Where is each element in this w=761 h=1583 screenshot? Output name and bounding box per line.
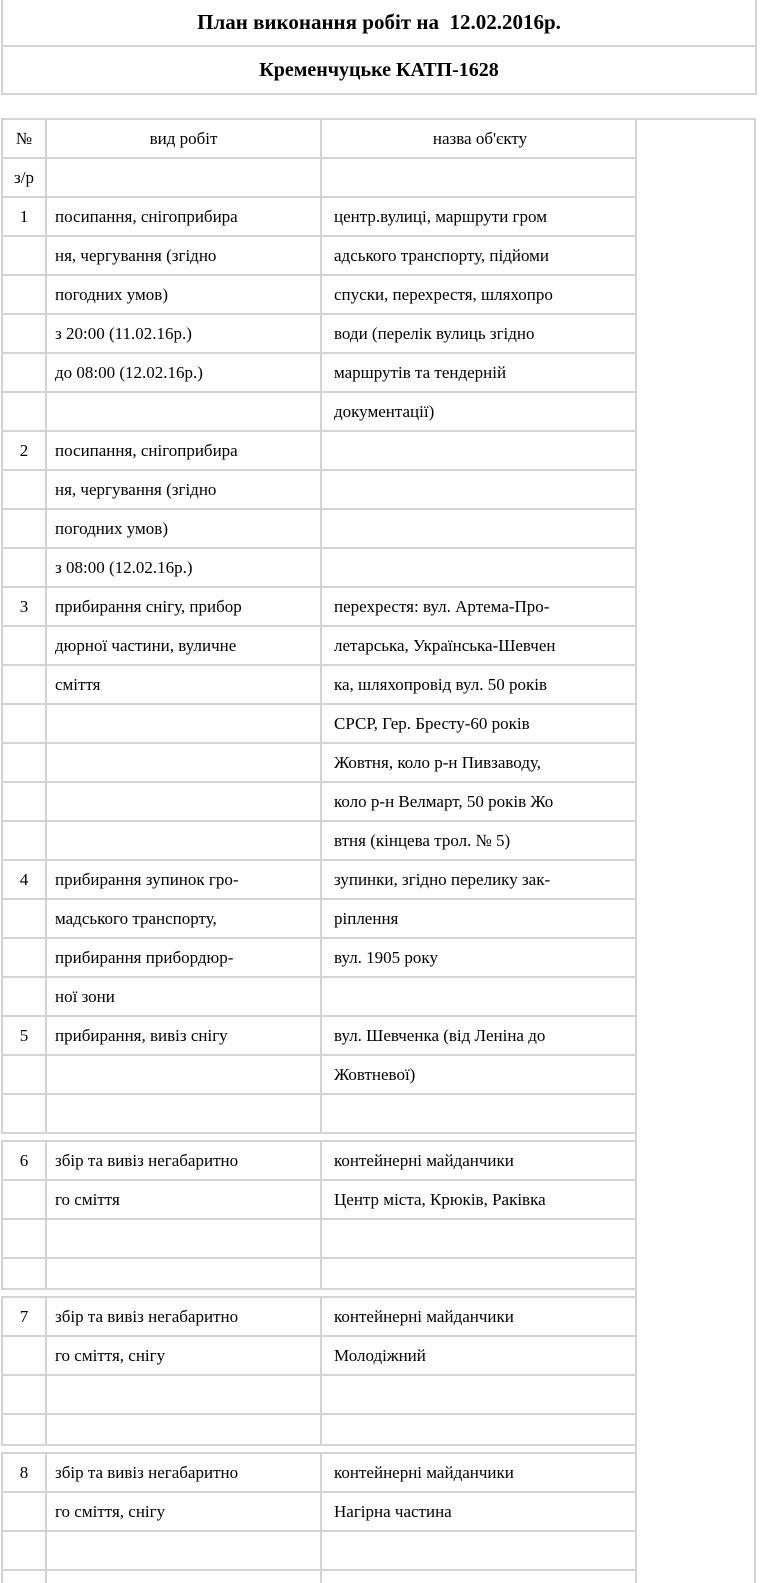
cell-object: Жовтневої) — [321, 1055, 638, 1094]
cell-object — [321, 470, 638, 509]
table-row — [2, 1336, 638, 1375]
cell-num — [2, 1414, 46, 1445]
cell-object: вул. 1905 року — [321, 938, 638, 977]
cell-num — [2, 1219, 46, 1258]
cell-object: Жовтня, коло р-н Пивзаводу, — [321, 743, 638, 782]
cell-num — [2, 704, 46, 743]
cell-work: з 20:00 (11.02.16р.) — [46, 314, 321, 353]
table-row — [2, 938, 638, 977]
cell-object — [321, 1375, 638, 1414]
table-row — [2, 1492, 638, 1531]
cell-object: перехрестя: вул. Артема-Про- — [321, 587, 638, 626]
table-row — [2, 1414, 638, 1445]
cell-work — [46, 1219, 321, 1258]
org-name: Кременчуцьке КАТП-1628 — [3, 47, 755, 95]
cell-work — [46, 1570, 321, 1583]
cell-num: 8 — [2, 1453, 46, 1492]
cell-object — [321, 1531, 638, 1570]
cell-work — [46, 1375, 321, 1414]
table-row — [2, 548, 638, 587]
cell-work — [46, 1055, 321, 1094]
table-row — [2, 782, 638, 821]
table-row — [2, 1297, 638, 1336]
document-title: План виконання робіт на 12.02.2016р. — [3, 0, 755, 47]
cell-num — [2, 275, 46, 314]
cell-num — [2, 509, 46, 548]
table-row — [2, 1453, 638, 1492]
cell-num: 3 — [2, 587, 46, 626]
cell-num — [2, 314, 46, 353]
table-header-row-2 — [2, 158, 638, 197]
table-row — [2, 236, 638, 275]
cell-num — [2, 353, 46, 392]
cell-object: контейнерні майданчики — [321, 1453, 638, 1492]
cell-work: го сміття — [46, 1180, 321, 1219]
cell-object: Молодіжний — [321, 1336, 638, 1375]
table-block-item-6 — [1, 1140, 637, 1290]
cell-num — [2, 1055, 46, 1094]
table-block-grid — [1, 118, 638, 1134]
header-cell-num: № — [2, 119, 46, 158]
cell-work — [46, 821, 321, 860]
table-row — [2, 1055, 638, 1094]
table-row — [2, 743, 638, 782]
table-row — [2, 197, 638, 236]
cell-object: адського транспорту, підйоми — [321, 236, 638, 275]
table-row — [2, 1570, 638, 1583]
cell-work: сміття — [46, 665, 321, 704]
cell-object — [321, 1258, 638, 1289]
cell-object: Центр міста, Крюків, Раківка — [321, 1180, 638, 1219]
table-row — [2, 587, 638, 626]
cell-object: СРСР, Гер. Бресту-60 років — [321, 704, 638, 743]
header-cell-num-2: з/р — [2, 158, 46, 197]
cell-object: контейнерні майданчики — [321, 1297, 638, 1336]
cell-num — [2, 977, 46, 1016]
table-block-item-8 — [1, 1452, 637, 1583]
table-row — [2, 1375, 638, 1414]
right-empty-column — [635, 118, 756, 1583]
table-row — [2, 1094, 638, 1133]
cell-work: ня, чергування (згідно — [46, 236, 321, 275]
cell-work: з 08:00 (12.02.16р.) — [46, 548, 321, 587]
cell-num — [2, 782, 46, 821]
cell-work: прибирання прибордюр- — [46, 938, 321, 977]
cell-object: спуски, перехрестя, шляхопро — [321, 275, 638, 314]
cell-object: контейнерні майданчики — [321, 1141, 638, 1180]
table-header-row — [2, 119, 638, 158]
cell-object: води (перелік вулиць згідно — [321, 314, 638, 353]
table-row — [2, 821, 638, 860]
table-row — [2, 860, 638, 899]
header-cell-empty — [46, 158, 321, 197]
cell-num — [2, 1258, 46, 1289]
cell-object — [321, 1414, 638, 1445]
cell-object: летарська, Українська-Шевчен — [321, 626, 638, 665]
table-row — [2, 1141, 638, 1180]
cell-object: Нагірна частина — [321, 1492, 638, 1531]
cell-num — [2, 665, 46, 704]
cell-num — [2, 1570, 46, 1583]
cell-num — [2, 899, 46, 938]
cell-num — [2, 1531, 46, 1570]
table-row — [2, 704, 638, 743]
cell-object: маршрутів та тендерній — [321, 353, 638, 392]
cell-object: документації) — [321, 392, 638, 431]
table-row — [2, 1258, 638, 1289]
cell-object — [321, 1094, 638, 1133]
table-row — [2, 899, 638, 938]
table-block-grid — [1, 1452, 638, 1583]
cell-work: прибирання зупинок гро- — [46, 860, 321, 899]
cell-num — [2, 236, 46, 275]
table-row — [2, 275, 638, 314]
cell-num — [2, 1094, 46, 1133]
cell-work: збір та вивіз негабаритно — [46, 1297, 321, 1336]
cell-work: го сміття, снігу — [46, 1336, 321, 1375]
cell-object — [321, 1219, 638, 1258]
cell-object: втня (кінцева трол. № 5) — [321, 821, 638, 860]
cell-object — [321, 977, 638, 1016]
cell-work — [46, 1094, 321, 1133]
cell-object: зупинки, згідно перелику зак- — [321, 860, 638, 899]
table-row — [2, 314, 638, 353]
cell-work — [46, 1531, 321, 1570]
cell-num: 2 — [2, 431, 46, 470]
table-row — [2, 1016, 638, 1055]
cell-num: 4 — [2, 860, 46, 899]
cell-object: ка, шляхопровід вул. 50 років — [321, 665, 638, 704]
cell-work: прибирання, вивіз снігу — [46, 1016, 321, 1055]
cell-work: збір та вивіз негабаритно — [46, 1141, 321, 1180]
cell-work: посипання, снігоприбира — [46, 431, 321, 470]
title-table — [1, 0, 757, 95]
cell-num: 5 — [2, 1016, 46, 1055]
cell-work — [46, 743, 321, 782]
cell-num — [2, 821, 46, 860]
header-cell-empty — [321, 158, 638, 197]
cell-object: вул. Шевченка (від Леніна до — [321, 1016, 638, 1055]
table-row — [2, 1219, 638, 1258]
cell-num: 7 — [2, 1297, 46, 1336]
cell-object: центр.вулиці, маршрути гром — [321, 197, 638, 236]
table-block-items-1-5 — [1, 118, 637, 1134]
cell-work: ня, чергування (згідно — [46, 470, 321, 509]
cell-work: мадського транспорту, — [46, 899, 321, 938]
table-block-grid — [1, 1296, 638, 1446]
table-row — [2, 626, 638, 665]
table-row — [2, 977, 638, 1016]
table-block-grid — [1, 1140, 638, 1290]
cell-num — [2, 743, 46, 782]
cell-work: ної зони — [46, 977, 321, 1016]
table-row — [2, 509, 638, 548]
cell-object — [321, 548, 638, 587]
cell-num — [2, 548, 46, 587]
cell-work: погодних умов) — [46, 509, 321, 548]
table-row — [2, 1531, 638, 1570]
cell-num: 1 — [2, 197, 46, 236]
table-row — [2, 1180, 638, 1219]
cell-num — [2, 1336, 46, 1375]
cell-work: го сміття, снігу — [46, 1492, 321, 1531]
cell-work — [46, 1258, 321, 1289]
cell-object: ріплення — [321, 899, 638, 938]
table-block-item-7 — [1, 1296, 637, 1446]
header-cell-work: вид робіт — [46, 119, 321, 158]
cell-work — [46, 782, 321, 821]
cell-object — [321, 431, 638, 470]
cell-num — [2, 392, 46, 431]
cell-object: коло р-н Велмарт, 50 років Жо — [321, 782, 638, 821]
cell-num — [2, 1375, 46, 1414]
table-row — [2, 665, 638, 704]
table-row — [2, 353, 638, 392]
cell-num: 6 — [2, 1141, 46, 1180]
cell-num — [2, 626, 46, 665]
cell-object — [321, 509, 638, 548]
cell-num — [2, 470, 46, 509]
cell-work — [46, 392, 321, 431]
cell-work: до 08:00 (12.02.16р.) — [46, 353, 321, 392]
cell-num — [2, 938, 46, 977]
table-row — [2, 431, 638, 470]
cell-work: збір та вивіз негабаритно — [46, 1453, 321, 1492]
cell-work: дюрної частини, вуличне — [46, 626, 321, 665]
header-cell-object: назва об'єкту — [321, 119, 638, 158]
cell-object — [321, 1570, 638, 1583]
cell-work: прибирання снігу, прибор — [46, 587, 321, 626]
cell-work — [46, 704, 321, 743]
cell-work — [46, 1414, 321, 1445]
cell-work: погодних умов) — [46, 275, 321, 314]
cell-work: посипання, снігоприбира — [46, 197, 321, 236]
cell-num — [2, 1492, 46, 1531]
table-row — [2, 392, 638, 431]
table-row — [2, 470, 638, 509]
cell-num — [2, 1180, 46, 1219]
